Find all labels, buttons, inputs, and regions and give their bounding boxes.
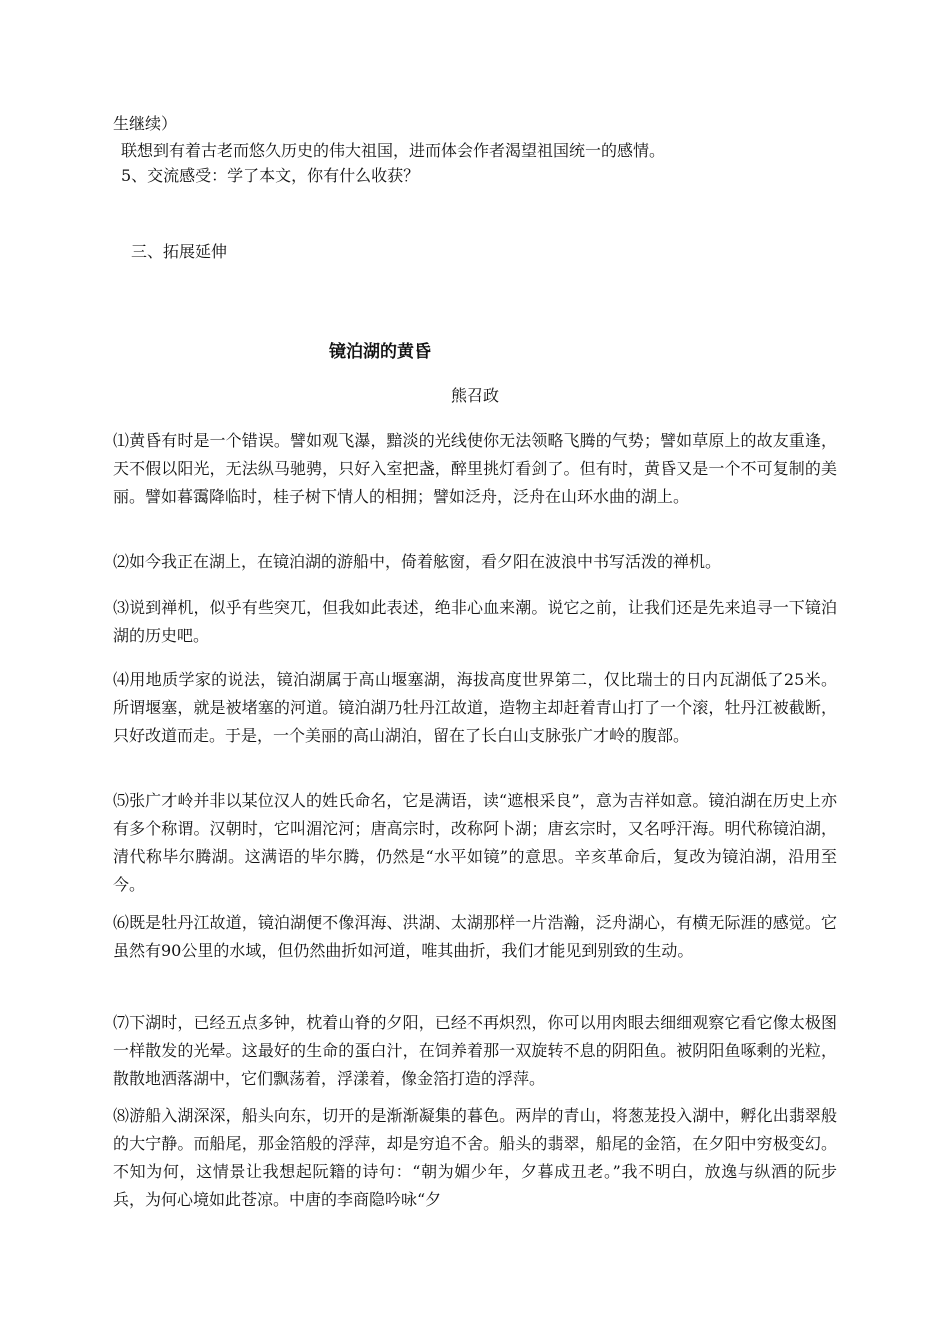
- paragraph-6: ⑹既是牡丹江故道，镜泊湖便不像洱海、洪湖、太湖那样一片浩瀚，泛舟湖心，有横无际涯的感觉。它虽然有90公里的水域，但仍然曲折如河道，唯其曲折，我们才能见到别致的生动。: [113, 913, 837, 960]
- paragraph-1: ⑴黄昏有时是一个错误。譬如观飞瀑，黯淡的光线使你无法领略飞腾的气势；譬如草原上的故友重逢，天不假以阳光，无法纵马驰骋，只好入室把盏，醉里挑灯看剑了。但有时，黄昏又是一个不可复制的美丽。譬如暮霭降临时，桂子树下情人的相拥；譬如泛舟，泛舟在山环水曲的湖上。: [113, 431, 837, 506]
- article-title: 镜泊湖的黄昏: [329, 342, 431, 362]
- paragraph-4: ⑷用地质学家的说法，镜泊湖属于高山堰塞湖，海拔高度世界第二，仅比瑞士的日内瓦湖低了25米。所谓堰塞，就是被堵塞的河道。镜泊湖乃牡丹江故道，造物主却赶着青山打了一个滚，牡丹江被截断，只好改道而走。于是，一个美丽的高山湖泊，留在了长白山支脉张广才岭的腹部。: [113, 670, 837, 745]
- paragraph-3: ⑶说到禅机，似乎有些突兀，但我如此表述，绝非心血来潮。说它之前，让我们还是先来追寻一下镜泊湖的历史吧。: [113, 598, 837, 645]
- paragraph-7: ⑺下湖时，已经五点多钟，枕着山脊的夕阳，已经不再炽烈，你可以用肉眼去细细观察它看它像太极图一样散发的光晕。这最好的生命的蛋白汁，在饲养着那一双旋转不息的阴阳鱼。被阴阳鱼啄剩的光粒，散散地洒落湖中，它们飘荡着，浮漾着，像金箔打造的浮萍。: [113, 1013, 837, 1088]
- paragraph-5: ⑸张广才岭并非以某位汉人的姓氏命名，它是满语，读“遮根采良”，意为吉祥如意。镜泊湖在历史上亦有多个称谓。汉朝时，它叫湄沱河；唐高宗时，改称阿卜湖；唐玄宗时，又名呼汗海。明代称镜泊湖，清代称毕尔腾湖。这满语的毕尔腾，仍然是“水平如镜”的意思。辛亥革命后，复改为镜泊湖，沿用至今。: [113, 791, 837, 894]
- intro-line-question: 5、交流感受：学了本文，你有什么收获？: [121, 166, 420, 185]
- intro-line-continue: 生继续）: [113, 114, 178, 133]
- section-heading: 三、拓展延伸: [131, 242, 228, 261]
- paragraph-2: ⑵如今我正在湖上，在镜泊湖的游船中，倚着舷窗，看夕阳在波浪中书写活泼的禅机。: [113, 552, 722, 571]
- intro-line-association: 联想到有着古老而悠久历史的伟大祖国，进而体会作者渴望祖国统一的感情。: [121, 141, 666, 160]
- article-author: 熊召政: [450, 386, 499, 405]
- paragraph-8: ⑻游船入湖深深，船头向东，切开的是渐渐凝集的暮色。两岸的青山，将葱茏投入湖中，孵化出翡翠般的大宁静。而船尾，那金箔般的浮萍，却是穷追不舍。船头的翡翠，船尾的金箔，在夕阳中穷极变幻。不知为何，这情景让我想起阮籍的诗句：“朝为媚少年，夕暮成丑老。”我不明白，放逸与纵酒的阮步兵，为何心境如此苍凉。中唐的李商隐吟咏“夕: [113, 1106, 837, 1209]
